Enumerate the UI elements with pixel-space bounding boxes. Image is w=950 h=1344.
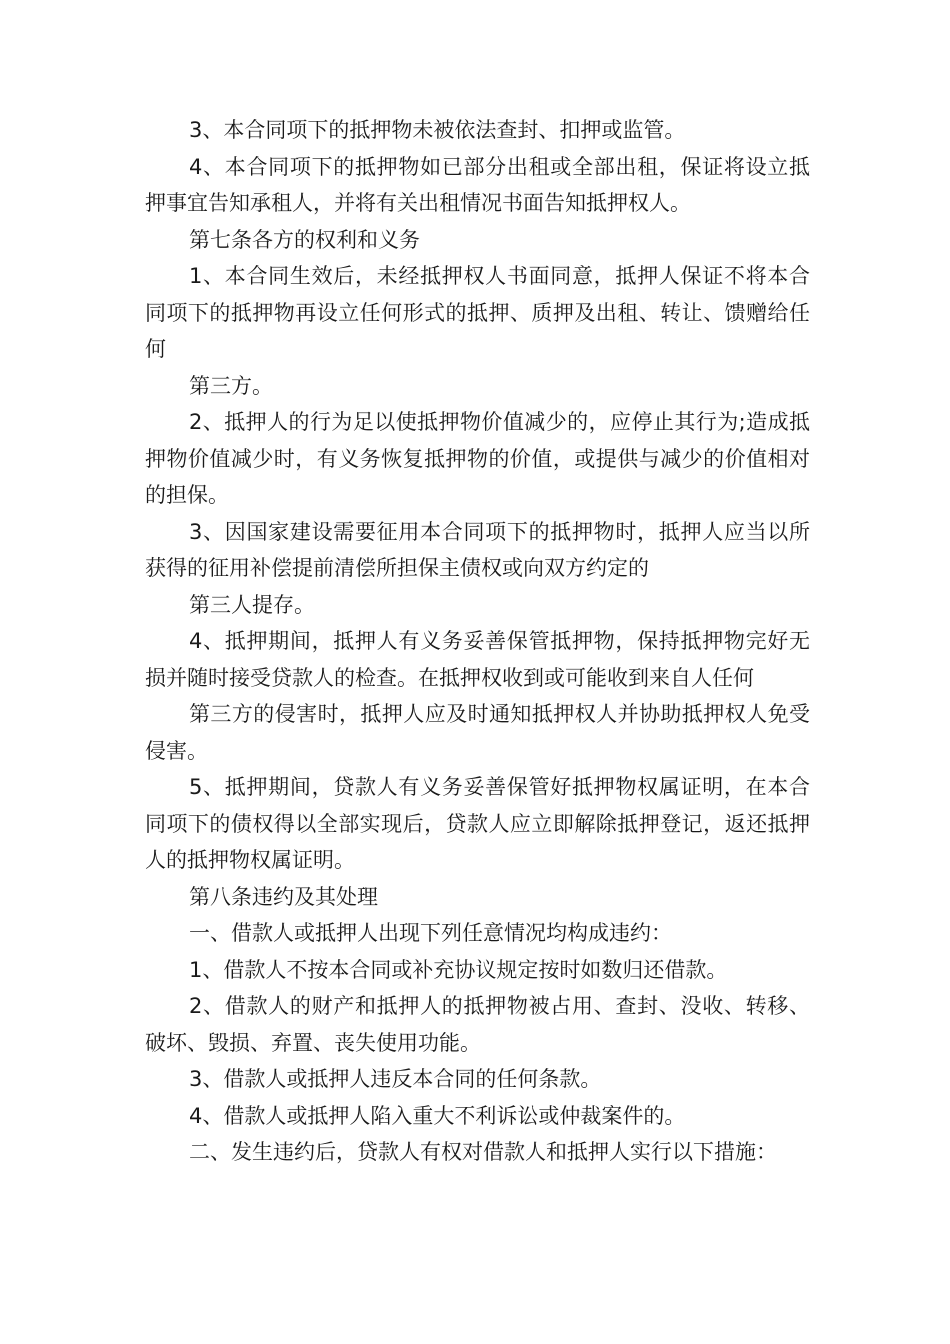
paragraph: 3、本合同项下的抵押物未被依法查封、扣押或监管。 — [189, 118, 686, 142]
paragraph: 1、借款人不按本合同或补充协议规定按时如数归还借款。 — [189, 957, 728, 982]
paragraph: 第三方的侵害时，抵押人应及时通知抵押权人并协助抵押权人免受侵害。 — [145, 702, 810, 763]
paragraph: 第三方。 — [189, 373, 273, 398]
paragraph: 一、借款人或抵押人出现下列任意情况均构成违约： — [189, 921, 672, 945]
section-heading: 第七条各方的权利和义务 — [189, 227, 420, 252]
paragraph: 二、发生违约后，贷款人有权对借款人和抵押人实行以下措施： — [189, 1140, 777, 1164]
paragraph: 1、本合同生效后，未经抵押权人书面同意，抵押人保证不将本合同项下的抵押物再设立任何形式的抵押、质押及出租、转让、馈赠给任何 — [145, 264, 810, 361]
paragraph: 3、因国家建设需要征用本合同项下的抵押物时，抵押人应当以所获得的征用补偿提前清偿所担保主债权或向双方约定的 — [145, 519, 810, 580]
paragraph: 第三人提存。 — [189, 592, 315, 617]
paragraph: 5、抵押期间，贷款人有义务妥善保管好抵押物权属证明，在本合同项下的债权得以全部实现后，贷款人应立即解除抵押登记，返还抵押人的抵押物权属证明。 — [145, 775, 810, 872]
paragraph: 3、借款人或抵押人违反本合同的任何条款。 — [189, 1067, 602, 1091]
section-heading: 第八条违约及其处理 — [189, 884, 378, 909]
document-body — [145, 112, 810, 1171]
paragraph: 2、抵押人的行为足以使抵押物价值减少的，应停止其行为;造成抵押物价值减少时，有义务恢复抵押物的价值，或提供与减少的价值相对的担保。 — [145, 410, 810, 507]
paragraph: 4、本合同项下的抵押物如已部分出租或全部出租，保证将设立抵押事宜告知承租人，并将有关出租情况书面告知抵押权人。 — [145, 154, 810, 215]
paragraph: 2、借款人的财产和抵押人的抵押物被占用、查封、没收、转移、破坏、毁损、弃置、丧失使用功能。 — [145, 994, 810, 1055]
paragraph: 4、抵押期间，抵押人有义务妥善保管抵押物，保持抵押物完好无损并随时接受贷款人的检查。在抵押权收到或可能收到来自人任何 — [145, 629, 810, 690]
paragraph: 4、借款人或抵押人陷入重大不利诉讼或仲裁案件的。 — [189, 1103, 686, 1128]
